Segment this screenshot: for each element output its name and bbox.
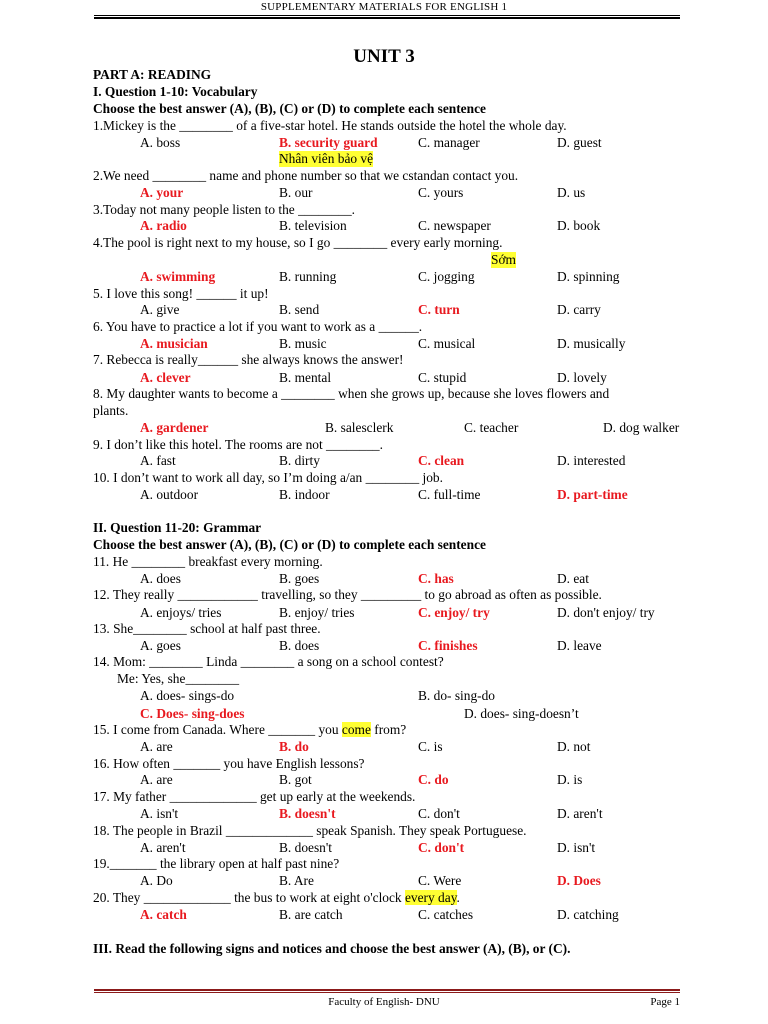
option-d: D. Does bbox=[557, 873, 601, 888]
section-2-instructions: Choose the best answer (A), (B), (C) or (D) to complete each sentence bbox=[93, 537, 486, 552]
footer-faculty: Faculty of English- DNU bbox=[328, 996, 440, 1008]
question-text: 16. How often _______ you have English lessons? bbox=[93, 756, 365, 771]
question-stem-continued: plants. bbox=[93, 403, 129, 418]
question-text: 5. I love this song! ______ it up! bbox=[93, 286, 269, 301]
question-stem bbox=[93, 823, 527, 839]
option-d: D. don't enjoy/ try bbox=[557, 605, 655, 620]
option-a: A. does bbox=[140, 571, 181, 586]
option-b: B. television bbox=[279, 218, 347, 233]
option-d: D. isn't bbox=[557, 840, 596, 855]
option-c: C. jogging bbox=[418, 269, 475, 284]
option-d: D. spinning bbox=[557, 269, 620, 284]
translation-note: Sớm bbox=[491, 252, 516, 267]
option-b: B. Are bbox=[279, 873, 314, 888]
option-d: D. dog walker bbox=[603, 420, 680, 435]
option-d: D. catching bbox=[557, 907, 619, 922]
option-c: C. newspaper bbox=[418, 218, 491, 233]
question-stem bbox=[93, 856, 339, 872]
option-c: C. full-time bbox=[418, 487, 481, 502]
option-a: A. clever bbox=[140, 370, 191, 385]
option-a: A. Do bbox=[140, 873, 173, 888]
question-text-tail: . bbox=[456, 890, 460, 905]
question-text: 3.Today not many people listen to the ________. bbox=[93, 202, 355, 217]
question-text: 6. You have to practice a lot if you want to work as a ______. bbox=[93, 319, 423, 334]
question-text: 1.Mickey is the ________ of a five-star hotel. He stands outside the hotel the whole day. bbox=[93, 118, 567, 133]
option-b: B. running bbox=[279, 269, 337, 284]
option-d: D. lovely bbox=[557, 370, 607, 385]
option-b: B. goes bbox=[279, 571, 320, 586]
option-c: C. do bbox=[418, 772, 449, 787]
option-b: B. doesn't bbox=[279, 806, 336, 821]
option-c: C. clean bbox=[418, 453, 465, 468]
option-d: D. musically bbox=[557, 336, 626, 351]
option-c: C. manager bbox=[418, 135, 480, 150]
question-text: 20. They _____________ the bus to work at eight o'clock bbox=[93, 890, 405, 905]
question-text: 17. My father _____________ get up early at the weekends. bbox=[93, 789, 416, 804]
question-text: 4.The pool is right next to my house, so I go ________ every early morning. bbox=[93, 235, 503, 250]
option-a: A. give bbox=[140, 302, 180, 317]
section-1-instructions: Choose the best answer (A), (B), (C) or (D) to complete each sentence bbox=[93, 101, 486, 116]
section-2-title: II. Question 11-20: Grammar bbox=[93, 520, 262, 535]
unit-title: UNIT 3 bbox=[353, 46, 415, 67]
option-a: A. does- sings-do bbox=[140, 688, 235, 703]
header-rule bbox=[94, 15, 680, 16]
option-b: B. does bbox=[279, 638, 320, 653]
question-text-tail: from? bbox=[370, 722, 407, 737]
option-b: B. send bbox=[279, 302, 320, 317]
question-stem bbox=[93, 319, 422, 335]
option-c: C. turn bbox=[418, 302, 460, 317]
question-text: 7. Rebecca is really______ she always knows the answer! bbox=[93, 352, 404, 367]
option-b: B. salesclerk bbox=[325, 420, 394, 435]
option-d: D. not bbox=[557, 739, 591, 754]
option-d: D. leave bbox=[557, 638, 602, 653]
question-stem bbox=[93, 587, 602, 603]
question-stem bbox=[93, 118, 567, 134]
option-b: B. do bbox=[279, 739, 309, 754]
part-a-heading: PART A: READING bbox=[93, 67, 212, 82]
highlighted-text: come bbox=[341, 722, 371, 737]
question-text: 2.We need ________ name and phone number so that we cstandan contact you. bbox=[93, 168, 519, 183]
option-c: C. Were bbox=[418, 873, 462, 888]
option-d: D. part-time bbox=[557, 487, 628, 502]
option-a: A. fast bbox=[140, 453, 176, 468]
page-number: Page 1 bbox=[650, 996, 680, 1008]
question-stem bbox=[93, 202, 355, 218]
option-d: D. is bbox=[557, 772, 583, 787]
option-d: D. aren't bbox=[557, 806, 603, 821]
option-c: C. catches bbox=[418, 907, 474, 922]
option-b: B. mental bbox=[279, 370, 332, 385]
option-a: A. isn't bbox=[140, 806, 179, 821]
highlighted-text: every day bbox=[404, 890, 457, 905]
question-text: 15. I come from Canada. Where _______ you bbox=[93, 722, 342, 737]
question-text: 14. Mom: ________ Linda ________ a song on a school contest? bbox=[93, 654, 444, 669]
option-c: C. finishes bbox=[418, 638, 478, 653]
question-stem bbox=[93, 437, 383, 453]
option-a: A. enjoys/ tries bbox=[140, 605, 222, 620]
option-a: A. aren't bbox=[140, 840, 186, 855]
header-rule-thick bbox=[94, 17, 680, 19]
question-stem bbox=[93, 789, 415, 805]
question-stem bbox=[93, 235, 502, 251]
question-text: 12. They really ____________ travelling, so they _________ to go abroad as often as possible. bbox=[93, 587, 602, 602]
option-c: C. has bbox=[418, 571, 454, 586]
option-a: A. outdoor bbox=[140, 487, 199, 502]
question-stem-continued: Me: Yes, she________ bbox=[117, 671, 240, 686]
footer-rule-thin bbox=[94, 992, 680, 993]
question-stem bbox=[93, 621, 321, 637]
question-text: 13. She________ school at half past three. bbox=[93, 621, 321, 636]
question-stem bbox=[93, 554, 323, 570]
question-stem bbox=[93, 386, 609, 402]
option-a: A. radio bbox=[140, 218, 187, 233]
question-text: 8. My daughter wants to become a ________ when she grows up, because she loves flowers and bbox=[93, 386, 610, 401]
option-b: B. our bbox=[279, 185, 313, 200]
option-c: C. is bbox=[418, 739, 443, 754]
option-b: B. music bbox=[279, 336, 327, 351]
question-stem bbox=[93, 722, 406, 738]
option-a: A. swimming bbox=[140, 269, 216, 284]
option-c: C. Does- sing-does bbox=[140, 706, 245, 721]
question-text: 19._______ the library open at half past nine? bbox=[93, 856, 340, 871]
question-text: 9. I don’t like this hotel. The rooms are not ________. bbox=[93, 437, 383, 452]
option-c: C. teacher bbox=[464, 420, 519, 435]
option-b: B. enjoy/ tries bbox=[279, 605, 355, 620]
option-d: D. guest bbox=[557, 135, 602, 150]
question-stem bbox=[93, 352, 404, 368]
option-a: A. your bbox=[140, 185, 184, 200]
option-a: A. gardener bbox=[140, 420, 209, 435]
option-b: B. do- sing-do bbox=[418, 688, 495, 703]
option-c: C. stupid bbox=[418, 370, 467, 385]
footer-rule bbox=[94, 989, 680, 991]
section-1-title: I. Question 1-10: Vocabulary bbox=[93, 84, 258, 99]
option-c: C. yours bbox=[418, 185, 464, 200]
option-c: C. enjoy/ try bbox=[418, 605, 490, 620]
question-text: 18. The people in Brazil _____________ speak Spanish. They speak Portuguese. bbox=[93, 823, 527, 838]
option-a: A. musician bbox=[140, 336, 208, 351]
option-b: B. indoor bbox=[279, 487, 330, 502]
option-c: C. don't bbox=[418, 806, 460, 821]
header-title: SUPPLEMENTARY MATERIALS FOR ENGLISH 1 bbox=[260, 1, 508, 13]
question-stem bbox=[93, 890, 460, 906]
question-stem bbox=[93, 470, 443, 486]
section-3-title: III. Read the following signs and notices and choose the best answer (A), (B), or (C). bbox=[93, 941, 571, 956]
option-d: D. eat bbox=[557, 571, 589, 586]
option-b: B. got bbox=[279, 772, 312, 787]
option-a: A. are bbox=[140, 772, 173, 787]
option-b: B. dirty bbox=[279, 453, 320, 468]
question-text: 11. He ________ breakfast every morning. bbox=[93, 554, 323, 569]
option-d: D. carry bbox=[557, 302, 601, 317]
question-stem bbox=[93, 756, 365, 772]
option-b: B. security guard bbox=[279, 135, 378, 150]
option-a: A. are bbox=[140, 739, 173, 754]
question-text: 10. I don’t want to work all day, so I’m doing a/an ________ job. bbox=[93, 470, 443, 485]
option-d: D. interested bbox=[557, 453, 626, 468]
question-stem bbox=[93, 654, 444, 670]
option-d: D. book bbox=[557, 218, 601, 233]
option-d: D. does- sing-doesn’t bbox=[464, 706, 579, 721]
question-stem bbox=[93, 168, 518, 184]
option-c: C. don't bbox=[418, 840, 465, 855]
option-b: B. doesn't bbox=[279, 840, 333, 855]
option-a: A. boss bbox=[140, 135, 181, 150]
question-stem bbox=[93, 286, 269, 302]
option-a: A. goes bbox=[140, 638, 181, 653]
option-d: D. us bbox=[557, 185, 586, 200]
option-c: C. musical bbox=[418, 336, 476, 351]
option-a: A. catch bbox=[140, 907, 187, 922]
option-b: B. are catch bbox=[279, 907, 343, 922]
translation-note: Nhân viên bảo vệ bbox=[279, 151, 374, 166]
